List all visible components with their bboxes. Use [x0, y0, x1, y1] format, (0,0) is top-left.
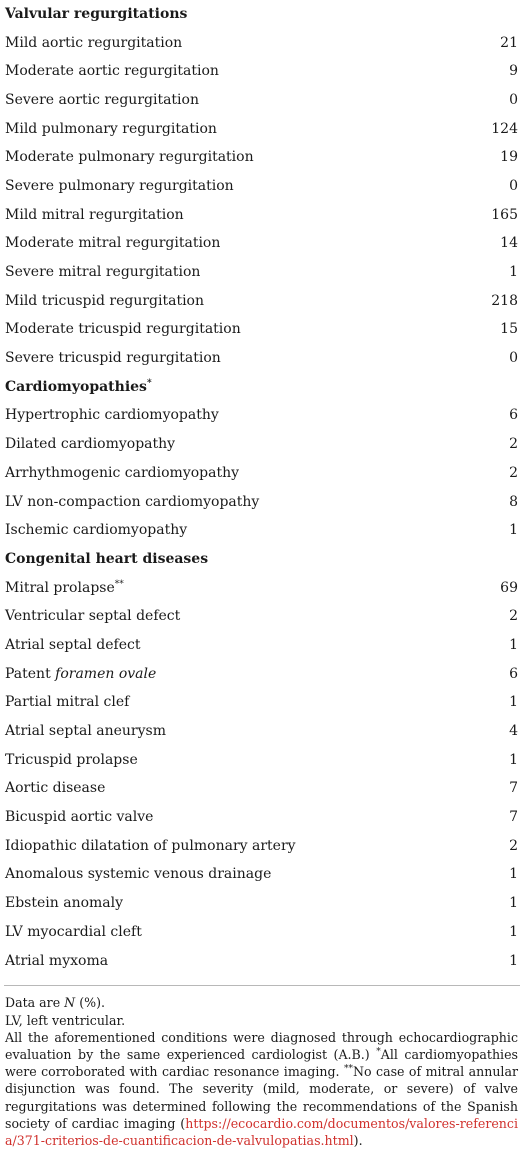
condition-label: Idiopathic dilatation of pulmonary artery	[5, 837, 296, 854]
count-value: 69	[500, 579, 518, 596]
table-row	[4, 115, 520, 144]
table-row	[4, 947, 520, 976]
count-value: 1	[509, 264, 518, 281]
conditions-table	[4, 0, 520, 975]
count-value: 9	[509, 63, 518, 80]
table-row	[4, 889, 520, 918]
count-value	[447, 373, 520, 402]
count-value: 6	[509, 665, 518, 682]
table-row	[4, 775, 520, 804]
count-value	[447, 545, 520, 574]
count-value: 1	[509, 522, 518, 539]
condition-label: Atrial septal aneurysm	[5, 723, 166, 740]
table-row	[4, 918, 520, 947]
table-row	[4, 143, 520, 172]
count-value: 0	[509, 350, 518, 367]
table-row	[4, 717, 520, 746]
table-row	[4, 86, 520, 115]
table-row	[4, 29, 520, 58]
condition-label: Anomalous systemic venous drainage	[5, 866, 272, 883]
table-row	[4, 516, 520, 545]
footnote-abbreviation: LV, left ventricular.	[5, 1012, 126, 1028]
condition-label: Mild aortic regurgitation	[5, 34, 183, 51]
condition-label: Dilated cardiomyopathy	[5, 436, 176, 453]
count-value: 1	[509, 952, 518, 969]
condition-label: Ebstein anomaly	[5, 895, 124, 912]
count-value	[447, 0, 520, 29]
footnote-methods: All the aforementioned conditions were diagnosed through echocardiographic evaluation by the same experienced cardiologist (A.B.) *All cardiomyopathies were corroborated with cardiac resonance imaging. **No case of mitral annular disjunction was found. The severity (mild, moderate, or severe) of valve regurgitations was determined following the recommendations of the Spanish society of cardiac imaging (https://ecocardio.com/documentos/valores-referencia/371-criterios-de-cuantificacion-de-valvulopatias.html).	[5, 1029, 519, 1148]
section-title: Valvular regurgitations	[5, 5, 188, 22]
condition-label: LV non-compaction cardiomyopathy	[5, 493, 260, 510]
section-header-row	[4, 545, 520, 574]
count-value: 2	[509, 608, 518, 625]
table-row	[4, 660, 520, 689]
condition-label: Patent foramen ovale	[5, 665, 157, 682]
table-row	[4, 832, 520, 861]
condition-label: Moderate tricuspid regurgitation	[5, 321, 241, 338]
table-row	[4, 861, 520, 890]
count-value: 14	[500, 235, 518, 252]
condition-label: Moderate aortic regurgitation	[5, 63, 219, 80]
table-row	[4, 344, 520, 373]
table-body	[4, 0, 520, 975]
table-row	[4, 430, 520, 459]
condition-label: Mitral prolapse**	[5, 578, 124, 596]
condition-label: Bicuspid aortic valve	[5, 809, 154, 826]
count-value: 124	[491, 120, 518, 137]
table-row	[4, 689, 520, 718]
count-value: 1	[509, 895, 518, 912]
condition-label: Ventricular septal defect	[5, 608, 181, 625]
condition-label: Moderate mitral regurgitation	[5, 235, 221, 252]
condition-label: Partial mitral clef	[5, 694, 130, 711]
condition-label: LV myocardial cleft	[5, 923, 142, 940]
count-value: 7	[509, 780, 518, 797]
count-value: 218	[491, 292, 518, 309]
condition-label: Severe aortic regurgitation	[5, 91, 199, 108]
count-value: 15	[500, 321, 518, 338]
count-value: 2	[509, 837, 518, 854]
table-row	[4, 172, 520, 201]
table-row	[4, 488, 520, 517]
table-row	[4, 201, 520, 230]
count-value: 1	[509, 636, 518, 653]
count-value: 1	[509, 923, 518, 940]
table-row	[4, 631, 520, 660]
count-value: 2	[509, 464, 518, 481]
footnote-data-format: Data are N (%).	[5, 995, 106, 1011]
count-value: 21	[500, 34, 518, 51]
count-value: 6	[509, 407, 518, 424]
condition-label: Atrial septal defect	[5, 636, 141, 653]
condition-label: Atrial myxoma	[5, 952, 109, 969]
condition-label: Ischemic cardiomyopathy	[5, 522, 188, 539]
count-value: 1	[509, 866, 518, 883]
table-row	[4, 57, 520, 86]
table-row	[4, 574, 520, 603]
section-header-row	[4, 0, 520, 29]
table-row	[4, 803, 520, 832]
condition-label: Mild tricuspid regurgitation	[5, 292, 205, 309]
count-value: 19	[500, 149, 518, 166]
table-row	[4, 258, 520, 287]
table-row	[4, 746, 520, 775]
section-header-row	[4, 373, 520, 402]
table-row	[4, 287, 520, 316]
table-row	[4, 230, 520, 259]
table-footnotes	[4, 986, 520, 1149]
condition-label: Severe mitral regurgitation	[5, 264, 201, 281]
count-value: 0	[509, 177, 518, 194]
count-value: 1	[509, 694, 518, 711]
section-title: Cardiomyopathies*	[5, 378, 152, 395]
table-row	[4, 459, 520, 488]
count-value: 0	[509, 91, 518, 108]
condition-label: Tricuspid prolapse	[5, 751, 138, 768]
condition-label: Hypertrophic cardiomyopathy	[5, 407, 219, 424]
section-title: Congenital heart diseases	[5, 550, 209, 567]
table-row	[4, 602, 520, 631]
count-value: 1	[509, 751, 518, 768]
count-value: 4	[509, 723, 518, 740]
count-value: 2	[509, 436, 518, 453]
table-row	[4, 316, 520, 345]
condition-label: Mild pulmonary regurgitation	[5, 120, 217, 137]
count-value: 7	[509, 809, 518, 826]
table-row	[4, 402, 520, 431]
count-value: 165	[491, 206, 518, 223]
reference-link[interactable]: https://ecocardio.com/documentos/valores-referencia/371-criterios-de-cuantificacion-de-valvulopatias.html	[5, 1115, 518, 1148]
condition-label: Aortic disease	[5, 780, 106, 797]
count-value: 8	[509, 493, 518, 510]
condition-label: Moderate pulmonary regurgitation	[5, 149, 254, 166]
condition-label: Severe pulmonary regurgitation	[5, 177, 234, 194]
condition-label: Mild mitral regurgitation	[5, 206, 184, 223]
condition-label: Severe tricuspid regurgitation	[5, 350, 221, 367]
condition-label: Arrhythmogenic cardiomyopathy	[5, 464, 240, 481]
